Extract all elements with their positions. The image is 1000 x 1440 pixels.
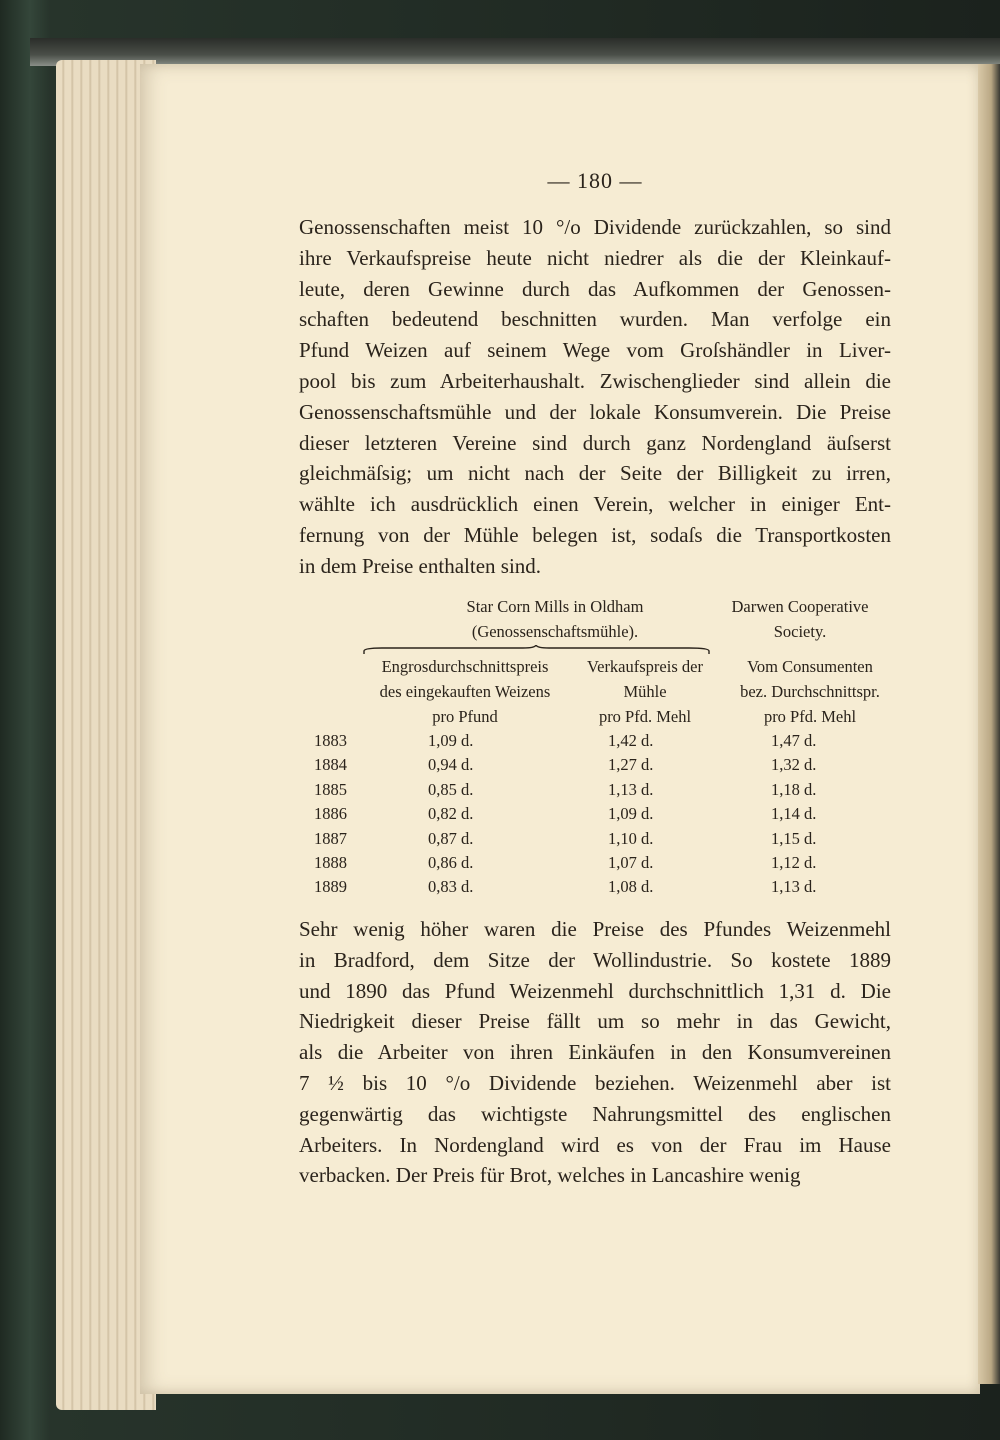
year-cell: 1883	[314, 731, 347, 750]
text-line: leute, deren Gewinne durch das Aufkommen der Genossen-	[299, 276, 891, 301]
year-cell: 1884	[314, 755, 347, 775]
year-cell: 1886	[314, 804, 347, 824]
page-number: — 180 —	[547, 168, 643, 193]
text-line: dieser letzteren Vereine sind durch ganz Nordengland äuſserst	[299, 430, 891, 455]
year-cell: 1885	[314, 779, 347, 799]
consument-cell: 1,14 d.	[771, 804, 817, 824]
muehle-cell: 1,09 d.	[608, 804, 654, 824]
book-spine-top	[30, 38, 1000, 66]
col3-header-1: Vom Consumenten	[747, 657, 873, 676]
col1-header-2: des eingekauften Weizens	[379, 682, 551, 701]
engros-cell: 1,09 d.	[428, 731, 474, 750]
year-cell: 1887	[314, 828, 347, 848]
text-line: in dem Preise enthalten sind.	[299, 553, 542, 578]
engros-cell: 0,82 d.	[428, 804, 474, 824]
text-line: Arbeiters. In Nordengland wird es von der Frau im Hause	[299, 1132, 891, 1157]
engros-cell: 0,85 d.	[428, 779, 474, 799]
group1-subtitle: (Genossenschaftsmühle).	[471, 622, 639, 641]
year-cell: 1889	[314, 877, 347, 897]
col1-header-1: Engrosdurchschnittspreis	[381, 657, 549, 676]
consument-cell: 1,12 d.	[771, 853, 817, 872]
col2-header-2: Mühle	[623, 682, 667, 701]
group2-title: Darwen Cooperative	[731, 597, 869, 616]
group2-subtitle: Society.	[773, 622, 827, 641]
year-cell: 1888	[314, 853, 347, 872]
engros-cell: 0,87 d.	[428, 828, 474, 848]
paragraph-2	[299, 914, 891, 1191]
muehle-cell: 1,27 d.	[608, 755, 654, 775]
text-line: gegenwärtig das wichtigste Nahrungsmittel des englischen	[299, 1101, 891, 1126]
paragraph-1	[299, 212, 891, 582]
text-line: Genossenschaften meist 10 °/o Dividende zurückzahlen, so sind	[299, 215, 891, 239]
muehle-cell: 1,08 d.	[608, 877, 654, 897]
col1-header-3: pro Pfund	[432, 707, 498, 726]
page-gutter	[978, 64, 1000, 1384]
engros-cell: 0,86 d.	[428, 853, 474, 872]
col3-header-3: pro Pfd. Mehl	[763, 707, 857, 726]
text-line: verbacken. Der Preis für Brot, welches in Lancashire wenig	[299, 1163, 801, 1188]
engros-cell: 0,94 d.	[428, 755, 474, 775]
muehle-cell: 1,07 d.	[608, 853, 654, 872]
engros-cell: 0,83 d.	[428, 877, 474, 897]
text-line: schaften bedeutend beschnitten wurden. Man verfolge ein	[299, 307, 891, 332]
col2-header-3: pro Pfd. Mehl	[598, 707, 692, 726]
col2-header-1: Verkaufspreis der	[587, 657, 703, 676]
text-line: Sehr wenig höher waren die Preise des Pfundes Weizenmehl	[299, 917, 891, 941]
text-line: und 1890 das Pfund Weizenmehl durchschnittlich 1,31 d. Die	[299, 978, 891, 1003]
text-line: 7 ½ bis 10 °/o Dividende beziehen. Weizenmehl aber ist	[299, 1070, 891, 1095]
col3-header-2: bez. Durchschnittspr.	[740, 682, 880, 701]
text-line: fernung von der Mühle belegen ist, sodaſs die Transportkosten	[299, 522, 891, 547]
consument-cell: 1,47 d.	[771, 731, 817, 750]
muehle-cell: 1,10 d.	[608, 828, 654, 848]
text-line: in Bradford, dem Sitze der Wollindustrie. So kostete 1889	[299, 947, 891, 972]
consument-cell: 1,32 d.	[771, 755, 817, 775]
text-line: pool bis zum Arbeiterhaushalt. Zwischenglieder sind allein die	[299, 368, 891, 393]
group1-title: Star Corn Mills in Oldham	[466, 597, 644, 616]
text-line: Pfund Weizen auf seinem Wege vom Groſshändler in Liver-	[299, 338, 891, 363]
text-line: Niedrigkeit dieser Preise fällt um so mehr in das Gewicht,	[299, 1009, 891, 1034]
text-line: Genossenschaftsmühle und der lokale Konsumverein. Die Preise	[299, 399, 891, 424]
muehle-cell: 1,13 d.	[608, 779, 654, 799]
consument-cell: 1,13 d.	[771, 877, 817, 897]
text-line: wählte ich ausdrücklich einen Verein, welcher in einiger Ent-	[299, 492, 891, 517]
consument-cell: 1,15 d.	[771, 828, 817, 848]
muehle-cell: 1,42 d.	[608, 731, 654, 750]
text-line: ihre Verkaufspreise heute nicht niedrer als die der Kleinkauf-	[299, 245, 891, 270]
consument-cell: 1,18 d.	[771, 779, 817, 799]
text-line: als die Arbeiter von ihren Einkäufen in den Konsumvereinen	[299, 1040, 891, 1065]
text-line: gleichmäſsig; um nicht nach der Seite der Billigkeit zu irren,	[299, 461, 891, 486]
